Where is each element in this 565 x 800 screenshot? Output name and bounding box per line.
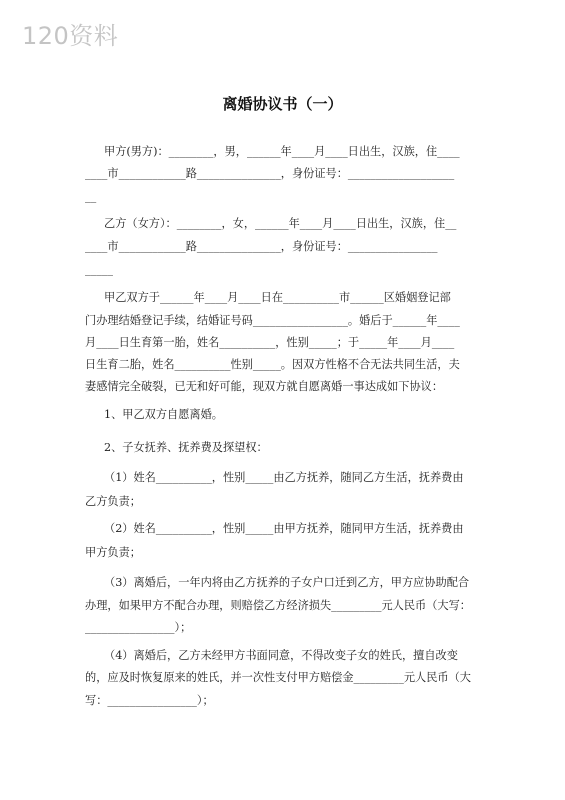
intro-line-5: 妻感情完全破裂，已无和好可能，现双方就自愿离婚一事达成如下协议： (85, 380, 444, 393)
item-4-line-2: 的，应及时恢复原来的姓氏，并一次性支付甲方赔偿金_________元人民币（大 (85, 671, 471, 684)
item-4-line-1: （4）离婚后，乙方未经甲方书面同意，不得改变子女的姓氏，擅自改变 (104, 649, 458, 662)
intro-line-2: 门办理结婚登记手续，结婚证号码_________________。婚后于______年____ (85, 314, 460, 327)
clause-1: 1、甲乙双方自愿离婚。 (104, 408, 223, 421)
document-title: 离婚协议书（一） (222, 95, 343, 113)
clause-2: 2、子女抚养、抚养费及探望权： (104, 441, 268, 454)
item-4-line-3: 写：________________）； (85, 694, 214, 707)
intro-line-4: 日生育二胎，姓名__________性别_____。因双方性格不合无法共同生活，夫 (85, 358, 460, 371)
item-1-line-1: （1）姓名__________，性别_____由乙方抚养，随同乙方生活，抚养费由 (104, 471, 464, 484)
item-3-line-2: 办理，如果甲方不配合办理，则赔偿乙方经济损失_________元人民币（大写： (85, 599, 471, 612)
watermark: 120资料 (22, 22, 119, 50)
intro-line-1: 甲乙双方于______年____月____日在__________市______区婚姻登记部 (104, 291, 451, 304)
item-2-line-2: 甲方负责； (85, 546, 141, 559)
party-b-line-3: _____ (85, 263, 113, 276)
party-b-line-1: 乙方（女方）：________，女，______年____月____日出生，汉族，住__ (104, 217, 457, 230)
intro-line-3: 月____日生育第一胎，姓名__________，性别_____；于_____年____月____ (85, 336, 455, 349)
party-a-line-3: __ (85, 190, 97, 203)
party-b-line-2: ____市____________路_______________，身份证号：________________ (85, 240, 438, 253)
item-1-line-2: 乙方负责； (85, 495, 141, 508)
party-a-line-1: 甲方(男方)：________，男，______年____月____日出生，汉族，住____ (104, 145, 460, 158)
item-3-line-3: ________________）； (85, 621, 192, 634)
item-3-line-1: （3）离婚后，一年内将由乙方抚养的子女户口迁到乙方，甲方应协助配合 (104, 576, 470, 589)
item-2-line-1: （2）姓名__________，性别_____由甲方抚养，随同甲方生活，抚养费由 (104, 522, 464, 535)
party-a-line-2: ____市____________路_______________，身份证号：___________________ (85, 167, 455, 180)
